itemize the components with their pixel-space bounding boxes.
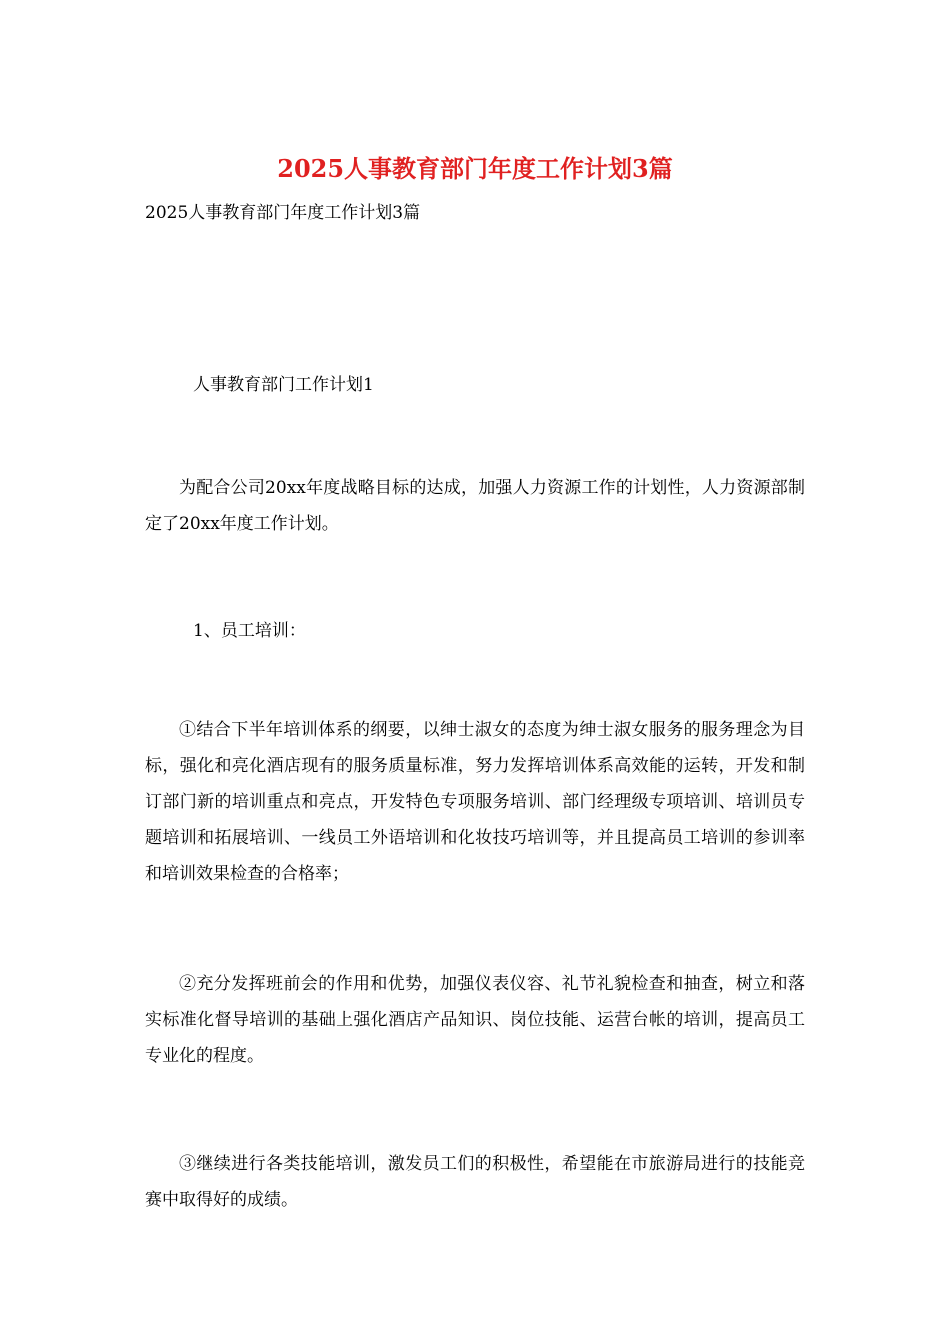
paragraph-1: ①结合下半年培训体系的纲要，以绅士淑女的态度为绅士淑女服务的服务理念为目标，强化和亮化酒店现有的服务质量标准，努力发挥培训体系高效能的运转，开发和制订部门新的培训重点和亮点，开发特色专项服务培训、部门经理级专项培训、培训员专题培训和拓展培训、一线员工外语培训和化妆技巧培训等，并且提高员工培训的参训率和培训效果检查的合格率； [145,720,805,884]
intro-paragraph: 为配合公司20xx年度战略目标的达成，加强人力资源工作的计划性，人力资源部制定了20xx年度工作计划。 [145,478,805,534]
document-title: 2025人事教育部门年度工作计划3篇 [277,154,673,183]
document-subtitle: 2025人事教育部门年度工作计划3篇 [145,203,421,223]
item1-heading: 1、员工培训： [193,621,306,641]
paragraph-2: ②充分发挥班前会的作用和优势，加强仪表仪容、礼节礼貌检查和抽查，树立和落实标准化督导培训的基础上强化酒店产品知识、岗位技能、运营台帐的培训，提高员工专业化的程度。 [145,974,805,1066]
paragraph-3: ③继续进行各类技能培训，激发员工们的积极性，希望能在市旅游局进行的技能竞赛中取得好的成绩。 [145,1154,805,1210]
section-heading: 人事教育部门工作计划1 [193,375,374,395]
